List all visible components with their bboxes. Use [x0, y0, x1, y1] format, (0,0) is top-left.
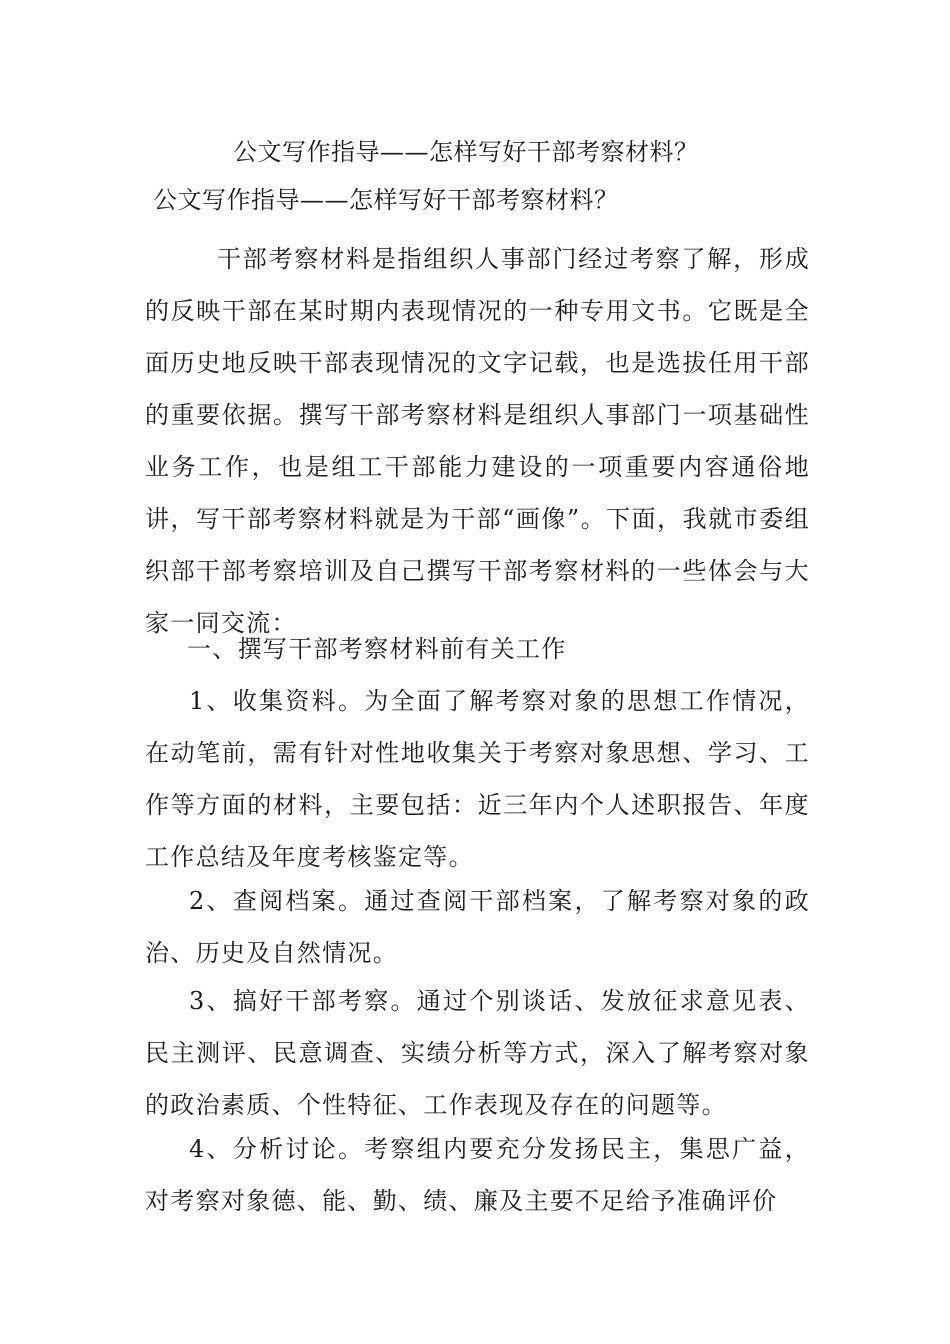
document-subtitle: 公文写作指导——怎样写好干部考察材料？ — [153, 186, 619, 214]
section-heading-1: 一、撰写干部考察材料前有关工作 — [187, 635, 567, 663]
item-paragraph-4: 4、分析讨论。考察组内要充分发扬民主，集思广益，对考察对象德、能、勤、绩、廉及主要不足给予准确评价 — [145, 1135, 810, 1215]
intro-paragraph: 干部考察材料是指组织人事部门经过考察了解，形成的反映干部在某时期内表现情况的一种专用文书。它既是全面历史地反映干部表现情况的文字记载，也是选拔任用干部的重要依据。撰写干部考察材料是组织人事部门一项基础性业务工作，也是组工干部能力建设的一项重要内容通俗地讲，写干部考察材料就是为干部“画像”。下面，我就市委组织部干部考察培训及自己撰写干部考察材料的一些体会与大家一同交流： — [145, 245, 810, 637]
item-paragraph-2: 2、查阅档案。通过查阅干部档案，了解考察对象的政治、历史及自然情况。 — [145, 887, 810, 967]
item-paragraph-3: 3、搞好干部考察。通过个别谈话、发放征求意见表、民主测评、民意调查、实绩分析等方式，深入了解考察对象的政治素质、个性特征、工作表现及存在的问题等。 — [145, 987, 810, 1119]
item-paragraph-1: 1、收集资料。为全面了解考察对象的思想工作情况，在动笔前，需有针对性地收集关于考察对象思想、学习、工作等方面的材料，主要包括：近三年内个人述职报告、年度工作总结及年度考核鉴定等。 — [145, 687, 810, 871]
document-title: 公文写作指导——怎样写好干部考察材料？ — [233, 138, 699, 166]
